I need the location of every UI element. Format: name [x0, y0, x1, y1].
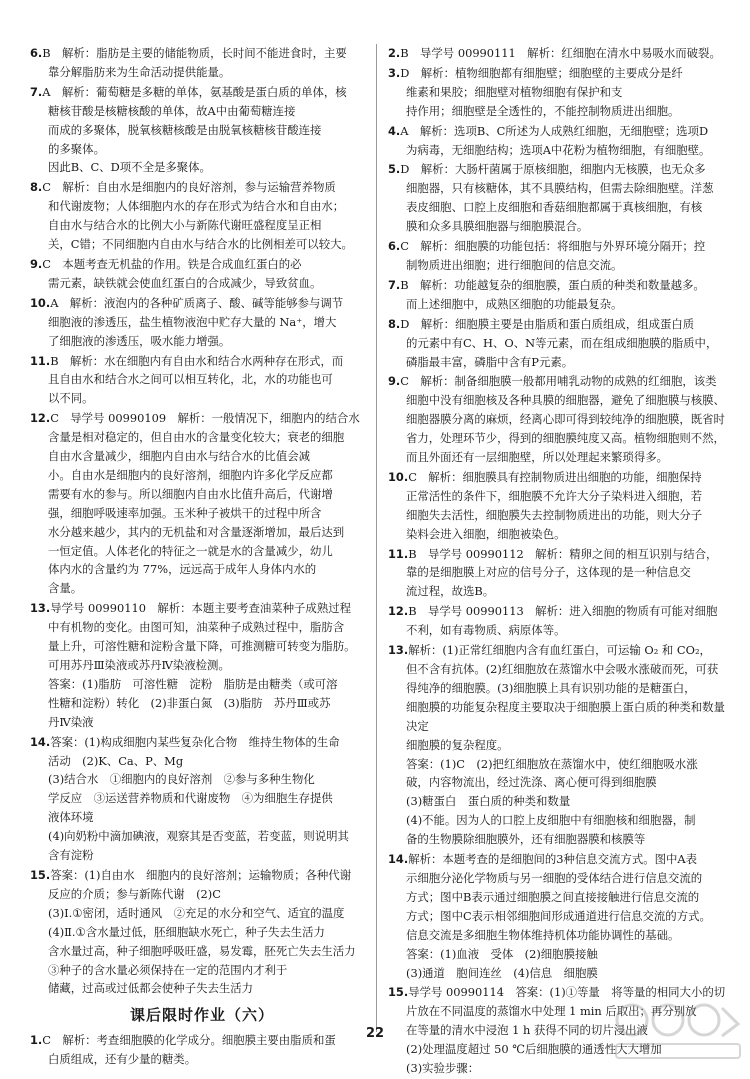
item-line: B 导学号 00990111 解析：红细胞在清水中易吸水而破裂。 — [400, 46, 721, 60]
item-line: 正常活性的条件下，细胞膜不允许大分子染料进入细胞，若 — [406, 488, 703, 503]
item-line: 的多聚体。 — [48, 141, 105, 156]
item-line: 强，细胞呼吸速率加强。玉米种子被烘干的过程中所含 — [48, 505, 322, 520]
right-column — [388, 44, 732, 1079]
item-line: 而成的多聚体，脱氧核糖核酸是由脱氧核糖核苷酸连接 — [48, 122, 322, 137]
answer-item — [30, 409, 374, 598]
answer-item — [388, 276, 732, 314]
item-line: 含有淀粉 — [48, 848, 94, 863]
item-number: 9. — [388, 374, 401, 389]
item-line: 小。自由水是细胞内的良好溶剂，细胞内许多化学反应都 — [48, 467, 333, 482]
item-line: C 解析：制备细胞膜一般都用哺乳动物的成熟的红细胞，该类 — [400, 374, 717, 389]
answer-item — [388, 122, 732, 160]
answer-item — [388, 545, 732, 602]
item-number: 7. — [30, 84, 43, 99]
item-number: 3. — [388, 65, 401, 80]
item-number: 1. — [30, 1033, 43, 1048]
item-line: 以不同。 — [48, 391, 94, 406]
item-line: 细胞膜的功能复杂程度主要取决于细胞膜上蛋白质的种类和数量决定 — [406, 699, 725, 733]
item-line: 细胞液的渗透压，盐生植物液泡中贮存大量的 Na⁺，增大 — [48, 314, 337, 329]
item-line: 制物质进出细胞；进行细胞间的信息交流。 — [406, 257, 623, 272]
answer-item — [388, 468, 732, 544]
answer-item — [30, 178, 374, 254]
item-number: 6. — [30, 46, 43, 60]
item-line: 省力，处理环节少，得到的细胞膜纯度又高。植物细胞则不然， — [406, 431, 725, 446]
item-number: 5. — [388, 162, 401, 177]
item-line: 膜和众多具膜细胞器与细胞膜混合。 — [406, 219, 589, 234]
item-line: 解析：本题考查的是细胞间的3种信息交流方式。图中A表 — [408, 852, 698, 867]
item-number: 14. — [388, 852, 409, 867]
item-line: C 解析：细胞膜的功能包括：将细胞与外界环境分隔开；控 — [400, 239, 706, 254]
answer-item — [388, 372, 732, 467]
item-line: 可用苏丹Ⅲ染液或苏丹Ⅳ染液检测。 — [48, 658, 230, 672]
answer-item — [388, 641, 732, 849]
item-line: 解析：(1)正常红细胞内含有血红蛋白，可运输 O₂ 和 CO₂， — [408, 643, 711, 658]
item-line: 为病毒，无细胞结构；选项A中花粉为植物细胞，有细胞壁。 — [406, 142, 711, 157]
item-number: 10. — [388, 469, 409, 484]
item-line: C 导学号 00990109 解析：一般情况下，细胞内的结合水 — [50, 411, 360, 426]
item-number: 8. — [30, 180, 43, 195]
item-line: 导学号 00990114 答案：(1)①等量 将等量的相同大小的切 — [408, 985, 726, 1000]
item-line: 糖核苷酸是核糖核酸的单体，故A中由葡萄糖连接 — [48, 103, 296, 118]
item-line: D 解析：植物细胞都有细胞壁；细胞壁的主要成分是纤 — [400, 65, 683, 80]
item-line: (3)实验步骤： — [406, 1061, 480, 1076]
item-line: 细胞器，只有核糖体，其不具膜结构，但需去除细胞壁。洋葱 — [406, 181, 714, 196]
item-line: 信息交流是多细胞生物体维持机体功能协调性的基础。 — [406, 927, 680, 942]
item-line: (4)向奶粉中滴加碘液，观察其是否变蓝，若变蓝，则说明其 — [48, 829, 349, 844]
answer-item — [388, 237, 732, 275]
answer-item — [388, 315, 732, 372]
item-line: B 解析：功能越复杂的细胞膜，蛋白质的种类和数量越多。 — [400, 277, 705, 292]
answer-item — [30, 44, 374, 82]
column-divider — [376, 44, 377, 1032]
item-line: 体内水的含量约为 77%，远远高于成年人身体内水的 — [48, 562, 317, 577]
item-number: 12. — [30, 411, 51, 426]
item-line: 含量。 — [48, 581, 83, 596]
item-line: 一恒定值。人体老化的特征之一就是水的含量减少，幼儿 — [48, 543, 333, 558]
item-number: 2. — [388, 46, 401, 60]
item-line: 中有机物的变化。由图可知，油菜种子成熟过程中，脂肪含 — [48, 620, 345, 635]
answer-item — [30, 733, 374, 865]
item-line: 丹Ⅳ染液 — [48, 714, 94, 729]
item-line: 液体环境 — [48, 810, 94, 825]
item-number: 15. — [30, 867, 51, 882]
answer-item — [30, 255, 374, 293]
item-line: 持作用；细胞壁是全透性的，不能控制物质进出细胞。 — [406, 103, 680, 118]
item-line: 在等量的清水中浸泡 1 h 获得不同的切片浸出液 — [406, 1023, 648, 1038]
item-line: 染料会进入细胞，细胞被染色。 — [406, 526, 566, 541]
item-number: 9. — [30, 256, 43, 271]
item-line: B 解析：水在细胞内有自由水和结合水两种存在形式，而 — [50, 353, 344, 368]
item-line: 不利，如有毒物质、病原体等。 — [406, 623, 566, 638]
item-line: (4)不能。因为人的口腔上皮细胞中有细胞核和细胞器，制 — [406, 813, 696, 828]
left-column — [30, 44, 374, 1070]
item-line: 表皮细胞、口腔上皮细胞和香菇细胞都属于真核细胞，有核 — [406, 200, 703, 215]
item-line: 性糖和淀粉）转化 (2)非蛋白氮 (3)脂肪 苏丹Ⅲ或苏 — [48, 695, 331, 710]
item-line: 细胞中没有细胞核及各种具膜的细胞器，避免了细胞膜与核膜、 — [406, 393, 725, 408]
item-line: 含量是相对稳定的，但自由水的含量变化较大；衰老的细胞 — [48, 430, 345, 445]
watermark-logo — [612, 1000, 744, 1062]
item-number: 15. — [388, 985, 409, 1000]
answer-item — [388, 64, 732, 121]
item-line: 破，内容物流出，经过洗涤、离心便可得到细胞膜 — [406, 775, 657, 790]
item-line: (3)通道 胞间连丝 (4)信息 细胞膜 — [406, 965, 598, 980]
item-line: C 本题考查无机盐的作用。铁是合成血红蛋白的必 — [42, 256, 302, 271]
item-number: 11. — [388, 546, 409, 561]
item-line: 示细胞分泌化学物质与另一细胞的受体结合进行信息交流的 — [406, 870, 703, 885]
item-line: ③种子的含水量必须保持在一定的范围内才利于 — [48, 962, 288, 977]
answer-item — [30, 352, 374, 409]
item-line: 方式；图中C表示相邻细胞间形成通道进行信息交流的方式。 — [406, 908, 711, 923]
item-line: 备的生物膜除细胞膜外，还有细胞器膜和核膜等 — [406, 832, 646, 847]
item-line: 储藏，过高或过低都会使种子失去生活力 — [48, 981, 254, 996]
item-line: 得纯净的细胞膜。(3)细胞膜上具有识别功能的是糖蛋白， — [406, 680, 696, 695]
item-line: 水分越来越少，其内的无机盐和对含量逐渐增加，最后达到 — [48, 524, 345, 539]
item-number: 4. — [388, 123, 401, 138]
item-line: 答案：(1)脂肪 可溶性糖 淀粉 脂肪是由糖类（或可溶 — [48, 676, 338, 691]
answer-item — [30, 866, 374, 998]
item-line: 但不含有抗体。(2)红细胞放在蒸馏水中会吸水涨破而死，可获 — [406, 662, 719, 676]
item-line: 细胞失去活性，细胞膜失去控制物质进出的功能，则大分子 — [406, 507, 703, 522]
item-line: (2)处理温度超过 50 ℃后细胞膜的通透性大大增加 — [406, 1042, 662, 1057]
item-number: 10. — [30, 295, 51, 310]
item-line: (3)Ⅰ.①密闭，适时通风 ②充足的水分和空气、适宜的温度 — [48, 905, 345, 920]
item-line: (3)结合水 ①细胞内的良好溶剂 ②参与多种生物化 — [48, 772, 315, 787]
item-line: 流过程，故选B。 — [406, 584, 495, 599]
answer-item — [388, 850, 732, 982]
answer-item — [388, 44, 732, 63]
item-line: 自由水含量减少，细胞内自由水与结合水的比值会减 — [48, 449, 310, 464]
item-line: A 解析：选项B、C所述为人成熟红细胞，无细胞壁；选项D — [400, 123, 709, 138]
item-line: 含水量过高，种子细胞呼吸旺盛，易发霉，胚死亡失去生活力 — [48, 943, 356, 958]
item-line: C 解析：考查细胞膜的化学成分。细胞膜主要由脂质和蛋 — [42, 1033, 336, 1048]
item-line: B 解析：脂肪是主要的储能物质，长时间不能进食时，主要 — [42, 46, 347, 60]
item-line: 活动 (2)K、Ca、P、Mg — [48, 753, 184, 768]
answer-item — [388, 602, 732, 640]
item-line: 靠的是细胞膜上对应的信号分子，这体现的是一种信息交 — [406, 565, 691, 580]
item-line: (3)糖蛋白 蛋白质的种类和数量 — [406, 794, 571, 809]
item-line: 片放在不同温度的蒸馏水中处理 1 min 后取出；再分别放 — [406, 1004, 697, 1019]
answer-item — [30, 294, 374, 351]
item-line: 且自由水和结合水之间可以相互转化，北，水的功能也可 — [48, 372, 333, 387]
item-line: 白质组成，还有少量的糖类。 — [48, 1052, 197, 1067]
item-number: 11. — [30, 353, 51, 368]
item-number: 6. — [388, 239, 401, 254]
section-title: 课后限时作业（六） — [129, 1006, 274, 1025]
item-line: 而且外面还有一层细胞壁，所以处理起来繁琐得多。 — [406, 450, 668, 465]
item-line: 答案：(1)血液 受体 (2)细胞膜接触 — [406, 946, 598, 961]
item-line: 因此B、C、D项不全是多聚体。 — [48, 160, 211, 175]
item-line: 了细胞液的渗透压，吸水能力增强。 — [48, 333, 231, 348]
item-line: 和代谢废物；人体细胞内水的存在形式为结合水和自由水； — [48, 199, 345, 214]
item-line: 答案：(1)自由水 细胞内的良好溶剂；运输物质；各种代谢 — [50, 867, 352, 882]
item-line: 需元素，缺铁就会使血红蛋白的合成减少，导致贫血。 — [48, 275, 322, 290]
answer-item — [388, 160, 732, 236]
item-line: C 解析：细胞膜具有控制物质进出细胞的功能，细胞保持 — [408, 469, 702, 484]
item-line: B 导学号 00990112 解析：精卵之间的相互识别与结合， — [408, 546, 718, 561]
item-line: 答案：(1)C (2)把红细胞放在蒸馏水中，使红细胞吸水涨 — [406, 756, 698, 771]
item-line: B 导学号 00990113 解析：进入细胞的物质有可能对细胞 — [408, 604, 718, 619]
item-line: 细胞膜的复杂程度。 — [406, 737, 509, 752]
item-line: C 解析：自由水是细胞内的良好溶剂，参与运输营养物质 — [42, 180, 336, 195]
item-line: 维素和果胶；细胞壁对植物细胞有保护和支 — [406, 84, 623, 99]
item-line: 导学号 00990110 解析：本题主要考查油菜种子成熟过程 — [50, 601, 351, 616]
item-line: 磷脂最丰富，磷脂中含有P元素。 — [406, 354, 574, 369]
item-line: A 解析：葡萄糖是多糖的单体，氨基酸是蛋白质的单体，核 — [42, 84, 347, 99]
item-line: A 解析：液泡内的各种矿质离子、酸、碱等能够参与调节 — [50, 295, 344, 310]
item-line: D 解析：细胞膜主要是由脂质和蛋白质组成，组成蛋白质 — [400, 316, 695, 331]
item-line: 自由水与结合水的比例大小与新陈代谢旺盛程度呈正相 — [48, 218, 322, 233]
item-line: 答案：(1)构成细胞内某些复杂化合物 维持生物体的生命 — [50, 734, 340, 749]
item-line: 学反应 ③运送营养物质和代谢废物 ④为细胞生存提供 — [48, 791, 333, 806]
item-line: 而上述细胞中，成熟区细胞的功能最复杂。 — [406, 296, 623, 311]
item-number: 13. — [388, 643, 409, 658]
page-number: 22 — [365, 1026, 385, 1041]
answer-item — [30, 599, 374, 731]
answer-item — [30, 83, 374, 178]
item-line: 量上升，可溶性糖和淀粉含量下降，可推测糖可转变为脂肪。 — [48, 639, 356, 654]
item-number: 8. — [388, 316, 401, 331]
item-number: 13. — [30, 601, 51, 616]
item-line: 细胞器膜分离的麻烦，经离心即可得到较纯净的细胞膜，既省时 — [406, 412, 725, 427]
item-line: (4)Ⅱ.①含水量过低，胚细胞缺水死亡，种子失去生活力 — [48, 924, 325, 939]
item-line: D 解析：大肠杆菌属于原核细胞，细胞内无核膜，也无众多 — [400, 162, 706, 177]
item-number: 12. — [388, 604, 409, 619]
item-line: 关，C错；不同细胞内自由水与结合水的比例相差可以较大。 — [48, 237, 353, 252]
item-line: 靠分解脂肪来为生命活动提供能量。 — [48, 64, 231, 79]
item-number: 7. — [388, 277, 401, 292]
item-line: 的元素中有C、H、O、N等元素，而在组成细胞膜的脂质中， — [406, 335, 718, 350]
item-line: 反应的介质；参与新陈代谢 (2)C — [48, 886, 221, 901]
item-number: 14. — [30, 734, 51, 749]
item-line: 需要有水的参与。所以细胞内自由水比值升高后，代谢增 — [48, 486, 333, 501]
item-line: 方式；图中B表示通过细胞膜之间直接接触进行信息交流的 — [406, 889, 700, 904]
